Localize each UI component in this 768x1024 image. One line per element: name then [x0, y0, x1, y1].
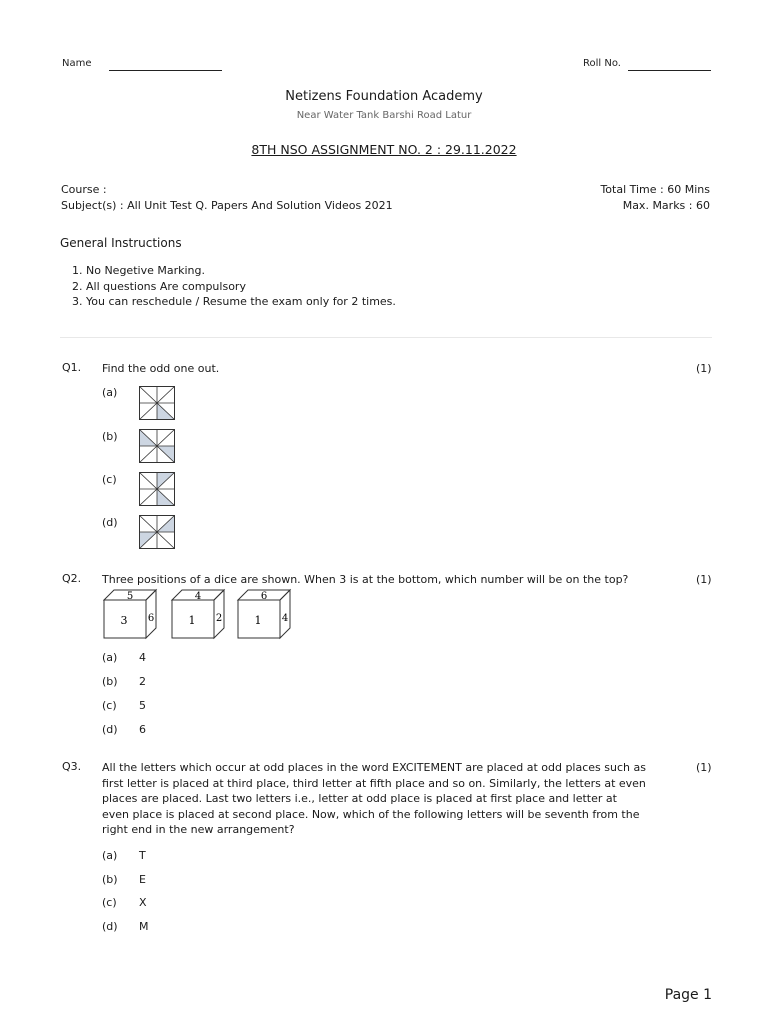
instructions-heading: General Instructions: [60, 236, 182, 250]
subjects-value: All Unit Test Q. Papers And Solution Videos 2021: [123, 199, 393, 212]
option-label: (d): [102, 516, 118, 529]
option-text: X: [139, 896, 147, 909]
question-text: Three positions of a dice are shown. When 3 is at the bottom, which number will be on the top?: [102, 573, 629, 586]
dice-1-front: 3: [120, 614, 128, 627]
option-label: (a): [102, 386, 118, 399]
dice-2: [172, 590, 224, 638]
institute-name: Netizens Foundation Academy: [285, 89, 483, 104]
question-marks: (1): [696, 573, 712, 586]
dice-2-front: 1: [188, 614, 196, 627]
question-number: Q1.: [62, 361, 82, 374]
option-text: E: [139, 873, 146, 886]
question-number: Q2.: [62, 572, 82, 585]
name-blank-line: [109, 70, 222, 71]
dice-3-front: 1: [254, 614, 262, 627]
option-label: (c): [102, 699, 117, 712]
institute-address: Near Water Tank Barshi Road Latur: [296, 110, 472, 121]
instruction-item: 2. All questions Are compulsory: [86, 279, 700, 295]
instruction-item: 3. You can reschedule / Resume the exam only for 2 times.: [86, 294, 700, 310]
dice-2-side: 2: [215, 613, 223, 624]
option-label: (a): [102, 849, 118, 862]
name-label: Name: [62, 58, 92, 69]
total-time-label: Total Time :: [600, 183, 664, 196]
dice-3: [238, 590, 290, 638]
option-label: (d): [102, 920, 118, 933]
instructions-list: [60, 263, 700, 310]
roll-no-label: Roll No.: [583, 58, 621, 69]
assignment-title: 8TH NSO ASSIGNMENT NO. 2 : 29.11.2022: [251, 142, 517, 157]
course-label: Course :: [61, 183, 107, 196]
total-time-value: 60 Mins: [663, 183, 710, 196]
roll-no-blank-line: [628, 70, 711, 71]
page-number: Page 1: [664, 987, 712, 1003]
figure-option-b: [139, 429, 175, 463]
option-text: 6: [139, 723, 146, 736]
option-text: M: [139, 920, 149, 933]
option-label: (c): [102, 473, 117, 486]
question-text: All the letters which occur at odd places in the word EXCITEMENT are placed at odd places such as first letter is placed at third place, third letter at fifth place and so on. Similarly, the letters at even places are placed. Last two letters i.e., letter at odd place is placed at first place and letter at even place is placed at second place. Now, which of the following letters will be seventh from the right end in the new arrangement?: [102, 761, 646, 836]
dice-1: [104, 590, 156, 638]
total-time-row: [600, 183, 710, 196]
dice-1-top: 5: [126, 591, 134, 602]
option-label: (b): [102, 430, 118, 443]
option-text: T: [139, 849, 146, 862]
option-label: (b): [102, 675, 118, 688]
dice-2-top: 4: [194, 591, 202, 602]
max-marks-value: 60: [692, 199, 710, 212]
option-text: 2: [139, 675, 146, 688]
question-marks: (1): [696, 362, 712, 375]
dice-3-top: 6: [260, 591, 268, 602]
option-label: (b): [102, 873, 118, 886]
dice-figure: [103, 588, 293, 640]
option-label: (d): [102, 723, 118, 736]
option-text: 4: [139, 651, 146, 664]
option-label: (c): [102, 896, 117, 909]
figure-option-d: [139, 515, 175, 549]
dice-3-side: 4: [281, 613, 289, 624]
figure-option-a: [139, 386, 175, 420]
dice-1-side: 6: [147, 613, 155, 624]
option-text: 5: [139, 699, 146, 712]
question-text: Find the odd one out.: [102, 362, 220, 375]
max-marks-label: Max. Marks :: [622, 199, 693, 212]
subjects-row: [61, 199, 393, 212]
course-row: [61, 183, 107, 196]
section-divider: [60, 337, 712, 338]
question-number: Q3.: [62, 760, 82, 773]
option-label: (a): [102, 651, 118, 664]
figure-option-c: [139, 472, 175, 506]
max-marks-row: [623, 199, 710, 212]
question-marks: (1): [696, 761, 712, 774]
subjects-label: Subject(s) :: [61, 199, 124, 212]
instruction-item: 1. No Negetive Marking.: [86, 263, 700, 279]
